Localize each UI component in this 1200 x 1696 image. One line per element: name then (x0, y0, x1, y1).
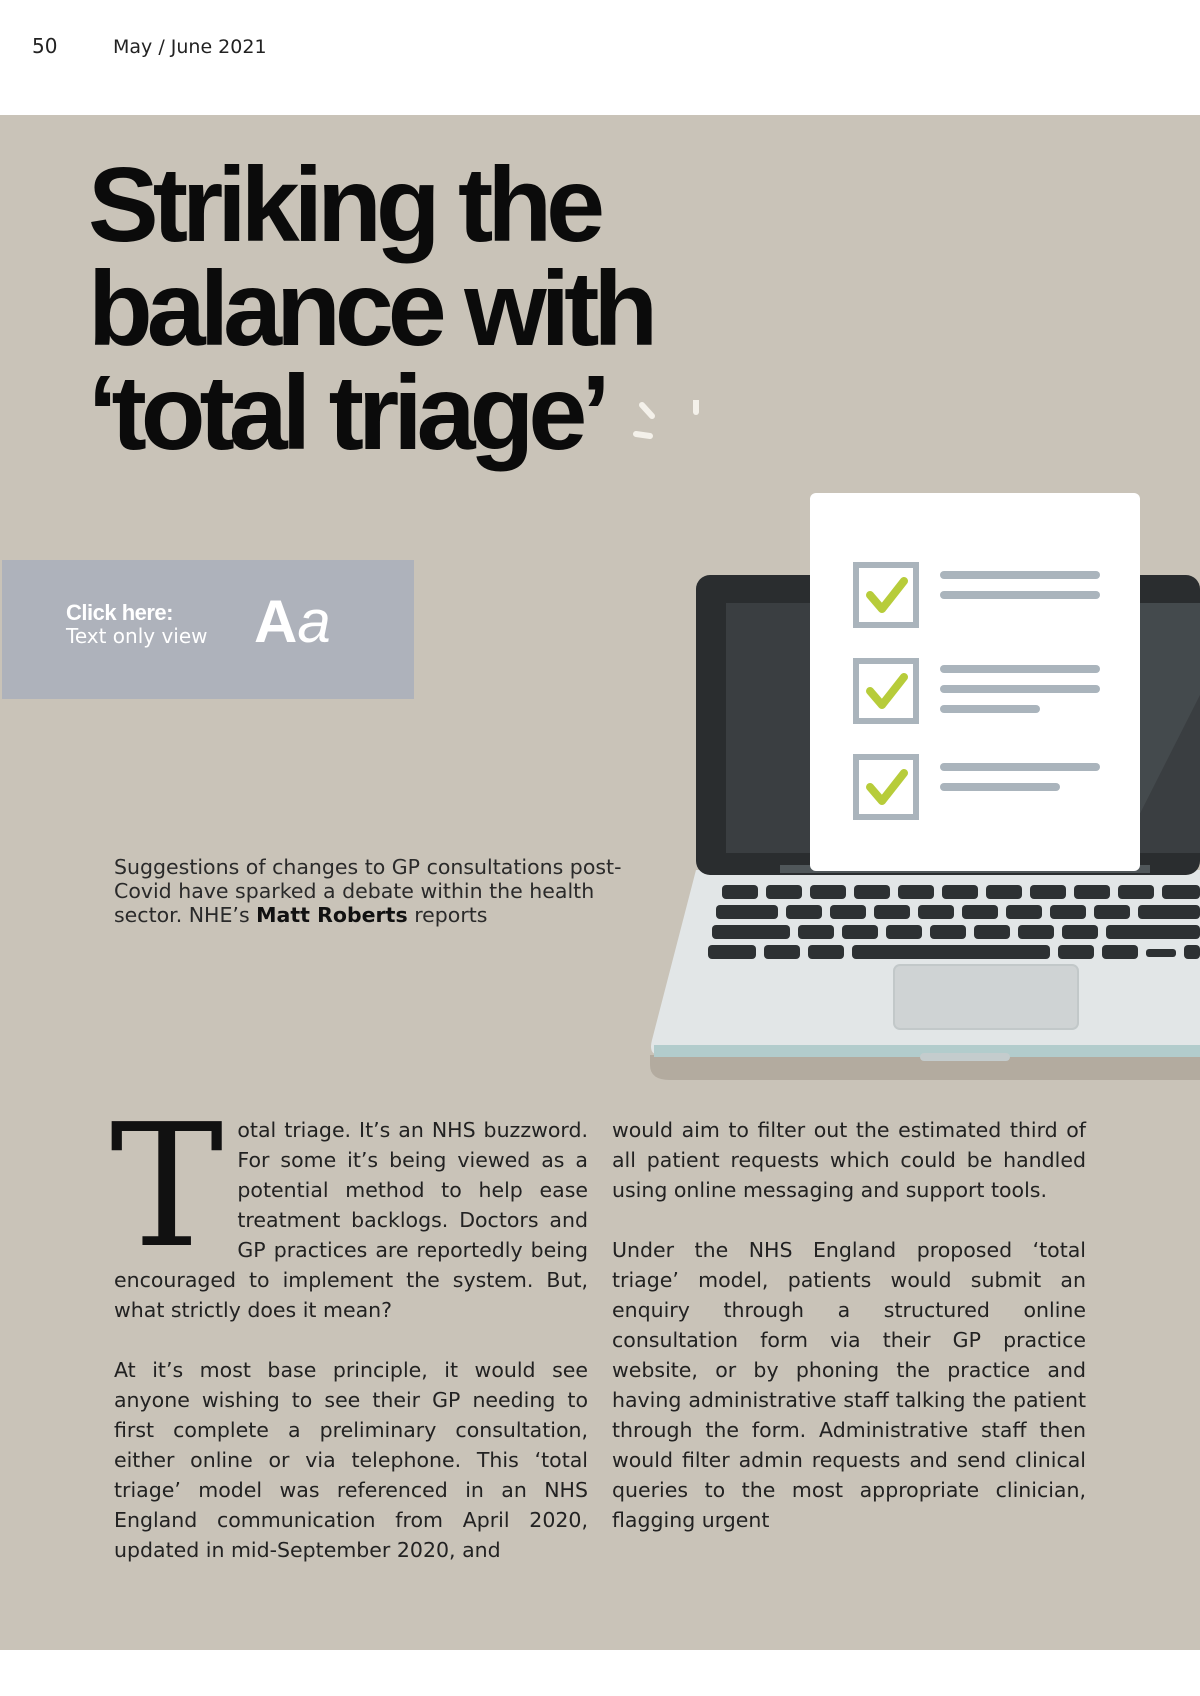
author-name: Matt Roberts (256, 903, 408, 927)
text-only-label-1: Click here: (66, 600, 173, 625)
page-number: 50 (32, 34, 58, 58)
body-paragraph: Total triage. It’s an NHS buzzword. For some it’s being viewed as a potential method to help ease treatment backlogs. Doctors and GP practices are reportedly being encouraged to implement the system. But, what strictly does it mean? (110, 1088, 588, 1322)
font-glyph-icon: Aa (254, 588, 331, 655)
article-standfirst: Suggestions of changes to GP consultations post-Covid have sparked a debate within the health sector. NHE’s Matt Roberts reports (114, 855, 622, 927)
drop-cap: T (110, 1088, 224, 1286)
title-line-1: Striking the (88, 146, 600, 264)
text-only-view-button[interactable] (2, 560, 414, 699)
body-paragraph: Under the NHS England proposed ‘total triage’ model, patients would submit an enquiry through a structured online consultation form via their GP practice website, or by phoning the practice and having administrative staff talking the patient through the form. Administrative staff then would filter admin requests and send clinical queries to the most appropriate clinician, flagging urgent (612, 1238, 1086, 1532)
title-line-2: balance with (88, 250, 653, 368)
body-column-2 (612, 1115, 1086, 1565)
laptop-checklist-illustration (640, 365, 1200, 1165)
title-line-3: ‘total triage’ (88, 354, 605, 472)
body-column-1 (110, 1088, 588, 1595)
text-only-label-2: Text only view (66, 624, 208, 648)
issue-date: May / June 2021 (113, 36, 267, 58)
article-panel (0, 115, 1200, 1650)
body-paragraph: would aim to filter out the estimated third of all patient requests which could be handled using online messaging and support tools. (612, 1118, 1086, 1202)
body-paragraph: At it’s most base principle, it would see anyone wishing to see their GP needing to first complete a preliminary consultation, either online or via telephone. This ‘total triage’ model was referenced in an NHS England communication from April 2020, updated in mid-September 2020, and (114, 1358, 588, 1562)
